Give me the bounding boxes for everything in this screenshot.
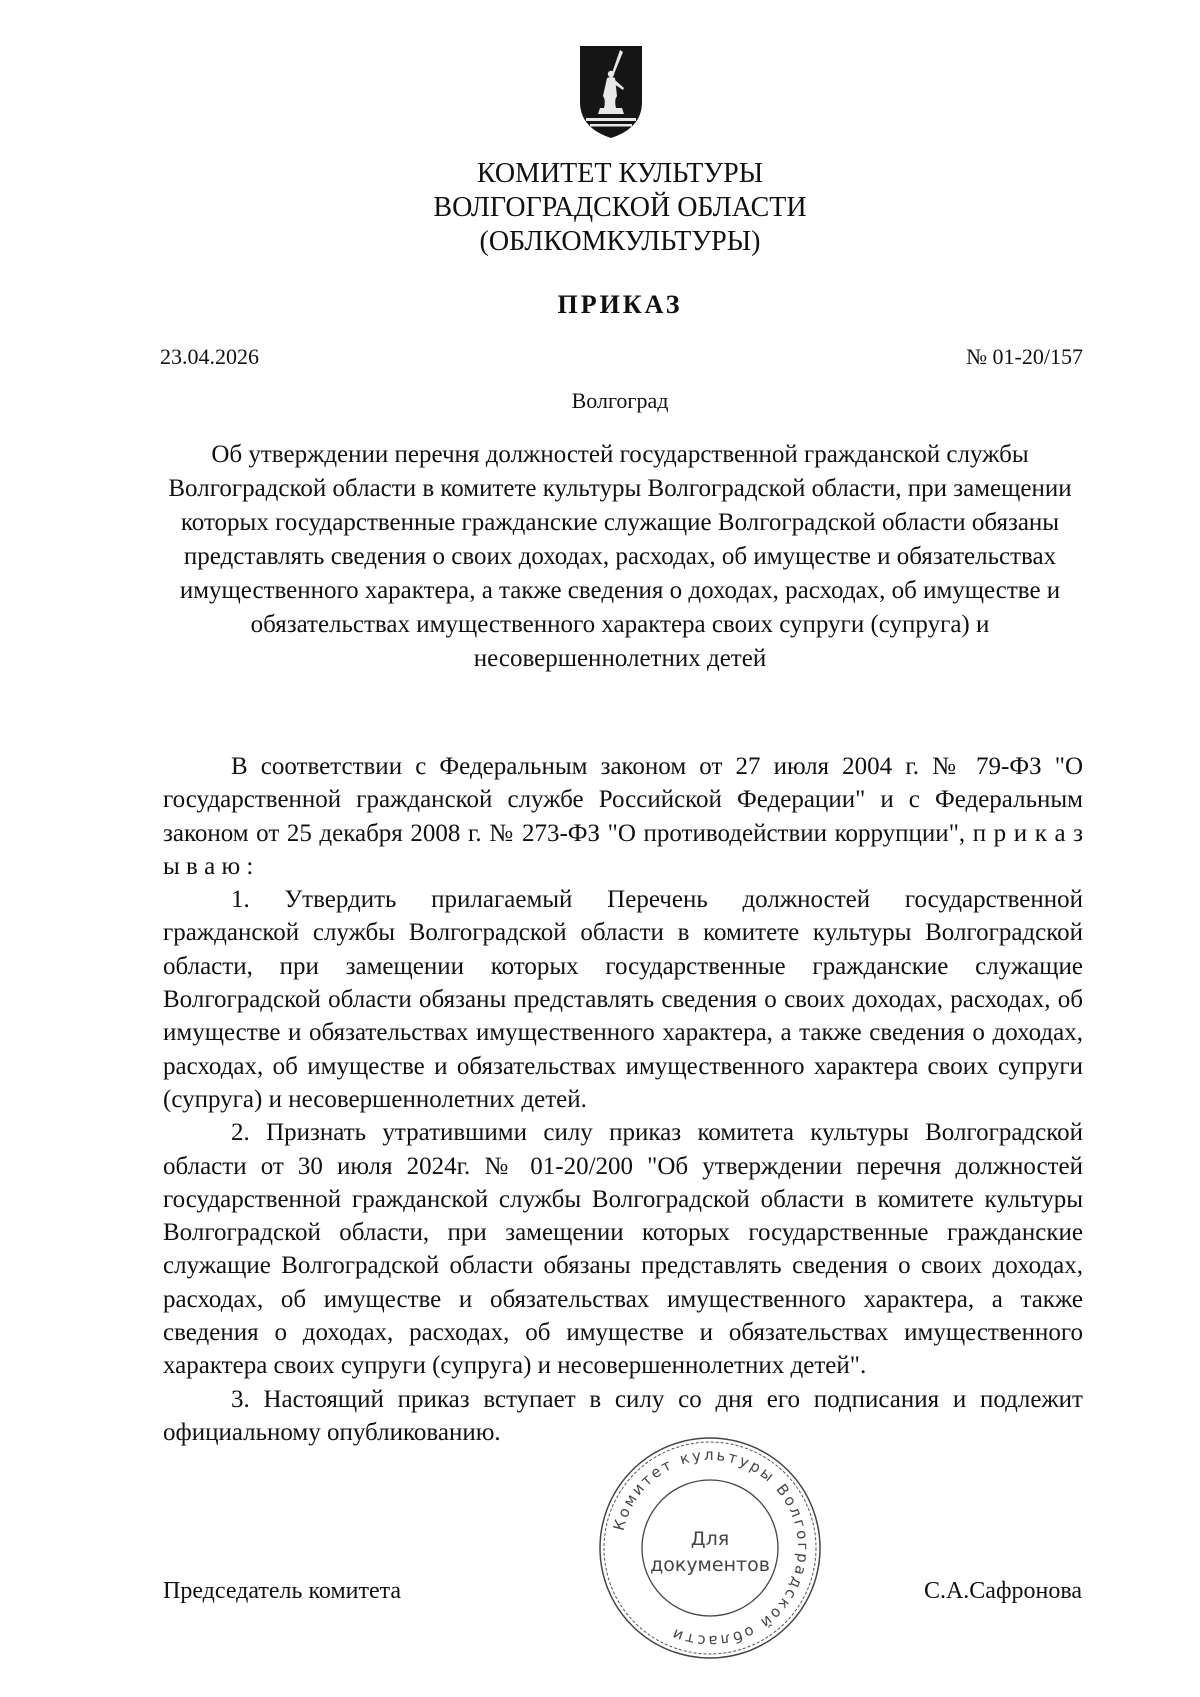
org-name-line-1: КОМИТЕТ КУЛЬТУРЫ xyxy=(476,158,764,189)
item-3-paragraph: 3. Настоящий приказ вступает в силу со дня его подписания и подлежит официальному опубликованию. xyxy=(163,1385,1083,1446)
order-city: Волгоград xyxy=(571,388,669,413)
org-name-line-2: ВОЛГОГРАДСКОЙ ОБЛАСТИ xyxy=(433,192,807,223)
preamble-paragraph: В соответствии с Федеральным законом от 27 июля 2004 г. № 79-ФЗ "О государственной гражданской службе Российской Федерации" и с Федеральным законом от 25 декабря 2008 г. № 273-ФЗ "О противодействии коррупции", п р и к а з ы в а ю : xyxy=(163,753,1083,880)
org-name-abbreviation: (ОБЛКОМКУЛЬТУРЫ) xyxy=(479,226,761,257)
stamp-center-line-2: документов xyxy=(650,1554,770,1576)
order-subject: Об утверждении перечня должностей государственной гражданской службы Волгоградской области в комитете культуры Волгоградской области, при замещении которых государственные гражданские служащие Волгоградской области обязаны представлять сведения о своих доходах, расходах, об имуществе и обязательствах имущественного характера, а также сведения о доходах, расходах, об имуществе и обязательствах имущественного характера своих супруги (супруга) и несовершеннолетних детей xyxy=(168,441,1072,672)
item-1-paragraph: 1. Утвердить прилагаемый Перечень должностей государственной гражданской службы Волгоградской области в комитете культуры Волгоградской области, при замещении которых государственные гражданские служащие Волгоградской области обязаны представлять сведения о своих доходах, расходах, об имуществе и обязательствах имущественного характера, а также сведения о доходах, расходах, об имуществе и обязательствах имущественного характера своих супруги (супруга) и несовершеннолетних детей. xyxy=(163,886,1083,1113)
order-date: 23.04.2026 xyxy=(160,344,259,369)
stamp-ring-text: Комитет культуры Волгоградской области xyxy=(609,1445,813,1651)
order-body xyxy=(163,750,1083,1449)
round-stamp xyxy=(595,1433,825,1663)
volgograd-emblem-icon xyxy=(576,44,646,140)
item-2-paragraph: 2. Признать утратившими силу приказ комитета культуры Волгоградской области от 30 июля 2024г. № 01-20/200 "Об утверждении перечня должностей государственной гражданской службы Волгоградской области в комитете культуры Волгоградской области, при замещении которых государственные гражданские служащие Волгоградской области обязаны представлять сведения о своих доходах, расходах, об имуществе и обязательствах имущественного характера, а также сведения о доходах, расходах, об имуществе и обязательствах имущественного характера своих супруги (супруга) и несовершеннолетних детей". xyxy=(163,1119,1083,1380)
stamp-center-line-1: Для xyxy=(690,1528,730,1550)
signatory-role: Председатель комитета xyxy=(163,1578,402,1604)
document-title: ПРИКАЗ xyxy=(557,290,683,319)
signatory-name: С.А.Сафронова xyxy=(923,1578,1082,1604)
order-number: № 01-20/157 xyxy=(966,344,1083,369)
